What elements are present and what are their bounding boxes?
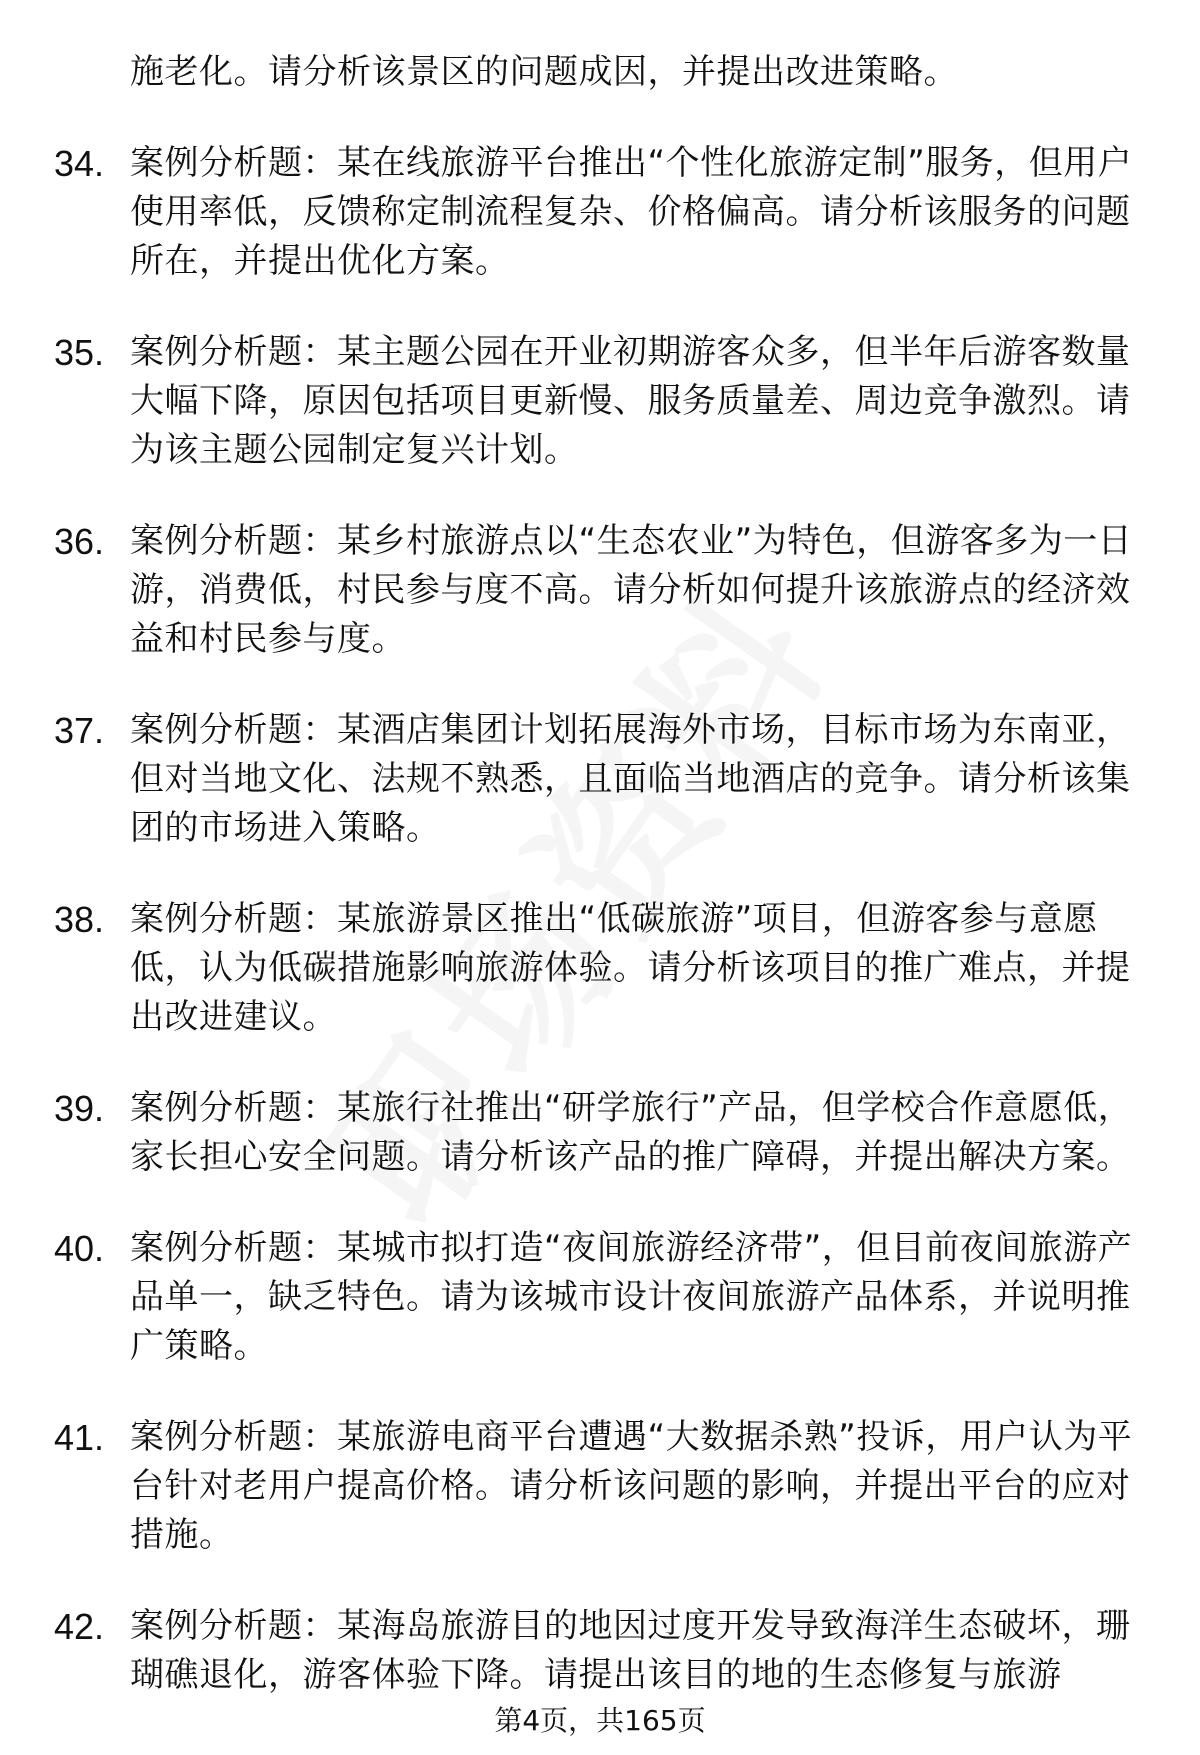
- question-item: [0, 517, 1200, 664]
- question-number: 39.: [54, 1088, 105, 1129]
- question-item: [0, 1602, 1200, 1700]
- question-list: [0, 48, 1200, 1700]
- question-text: 案例分析题：某海岛旅游目的地因过度开发导致海洋生态破坏，珊瑚礁退化，游客体验下降。请提出该目的地的生态修复与旅游: [130, 1606, 1131, 1695]
- question-item: [0, 1413, 1200, 1560]
- question-item: [0, 706, 1200, 853]
- question-number: 41.: [54, 1417, 105, 1458]
- page-footer: 第4页，共165页: [494, 1704, 706, 1737]
- question-number: 35.: [54, 332, 105, 373]
- question-text: 案例分析题：某酒店集团计划拓展海外市场，目标市场为东南亚，但对当地文化、法规不熟悉，且面临当地酒店的竞争。请分析该集团的市场进入策略。: [130, 710, 1131, 848]
- question-text: 案例分析题：某乡村旅游点以“生态农业”为特色，但游客多为一日游，消费低，村民参与度不高。请分析如何提升该旅游点的经济效益和村民参与度。: [130, 521, 1133, 659]
- question-item: [0, 328, 1200, 475]
- question-text: 案例分析题：某在线旅游平台推出“个性化旅游定制”服务，但用户使用率低，反馈称定制流程复杂、价格偏高。请分析该服务的问题所在，并提出优化方案。: [130, 143, 1133, 281]
- question-number: 40.: [54, 1228, 105, 1269]
- question-text: 案例分析题：某城市拟打造“夜间旅游经济带”，但目前夜间旅游产品单一，缺乏特色。请为该城市设计夜间旅游产品体系，并说明推广策略。: [130, 1228, 1133, 1366]
- question-item: [0, 1224, 1200, 1371]
- question-text: 案例分析题：某旅行社推出“研学旅行”产品，但学校合作意愿低，家长担心安全问题。请分析该产品的推广障碍，并提出解决方案。: [130, 1088, 1133, 1177]
- question-text: 案例分析题：某旅游景区推出“低碳旅游”项目，但游客参与意愿低，认为低碳措施影响旅游体验。请分析该项目的推广难点，并提出改进建议。: [130, 899, 1131, 1037]
- continued-text: 施老化。请分析该景区的问题成因，并提出改进策略。: [130, 52, 958, 92]
- question-item: [0, 1084, 1200, 1182]
- question-number: 34.: [54, 143, 105, 184]
- question-item: [0, 895, 1200, 1042]
- question-text: 案例分析题：某主题公园在开业初期游客众多，但半年后游客数量大幅下降，原因包括项目更新慢、服务质量差、周边竞争激烈。请为该主题公园制定复兴计划。: [130, 332, 1131, 470]
- question-item: [0, 139, 1200, 286]
- question-number: 38.: [54, 899, 105, 940]
- question-number: 42.: [54, 1606, 105, 1647]
- question-number: 36.: [54, 521, 105, 562]
- question-number: 37.: [54, 710, 105, 751]
- question-text: 案例分析题：某旅游电商平台遭遇“大数据杀熟”投诉，用户认为平台针对老用户提高价格。请分析该问题的影响，并提出平台的应对措施。: [130, 1417, 1133, 1555]
